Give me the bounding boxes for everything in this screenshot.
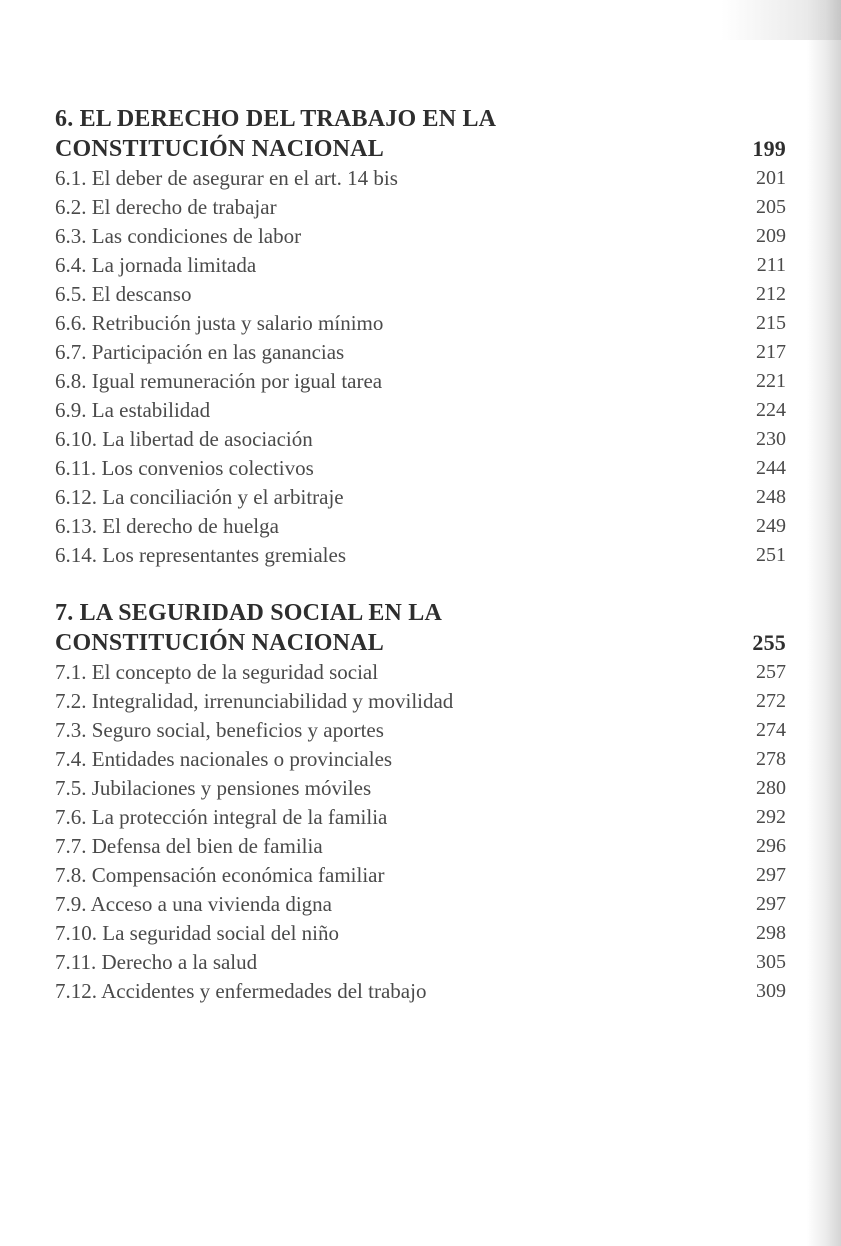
entry-label: 7.1. El concepto de la seguridad social	[55, 660, 379, 684]
toc-entry	[55, 977, 786, 1006]
toc-entry	[55, 193, 786, 222]
entry-page-number: 201	[756, 167, 786, 189]
toc-entry	[55, 745, 786, 774]
toc-entry	[55, 541, 786, 570]
entry-label: 6.5. El descanso	[55, 282, 192, 306]
entry-page-number: 298	[756, 922, 786, 944]
entry-label: 6.8. Igual remuneración por igual tarea	[55, 369, 383, 393]
chapter-title-line-2: CONSTITUCIÓN NACIONAL	[55, 630, 384, 656]
entry-page-number: 257	[756, 661, 786, 683]
chapter-title-line-1: 6. EL DERECHO DEL TRABAJO EN LA	[55, 106, 497, 132]
entry-page-number: 274	[756, 719, 786, 741]
entry-page-number: 209	[756, 225, 786, 247]
toc-entry	[55, 251, 786, 280]
table-of-contents	[55, 104, 786, 1034]
entry-label: 6.3. Las condiciones de labor	[55, 224, 302, 248]
toc-entry	[55, 948, 786, 977]
entry-page-number: 309	[756, 980, 786, 1002]
entry-page-number: 224	[756, 399, 786, 421]
entry-page-number: 251	[756, 544, 786, 566]
entry-label: 6.10. La libertad de asociación	[55, 427, 313, 451]
entry-label: 7.3. Seguro social, beneficios y aportes	[55, 718, 384, 742]
entry-page-number: 296	[756, 835, 786, 857]
entry-page-number: 249	[756, 515, 786, 537]
entry-page-number: 248	[756, 486, 786, 508]
entry-page-number: 230	[756, 428, 786, 450]
entry-page-number: 297	[756, 893, 786, 915]
chapter-6	[55, 104, 786, 570]
entry-label: 7.2. Integralidad, irrenunciabilidad y movilidad	[55, 689, 454, 713]
chapter-title-line-1: 7. LA SEGURIDAD SOCIAL EN LA	[55, 600, 443, 626]
entry-page-number: 205	[756, 196, 786, 218]
entry-page-number: 278	[756, 748, 786, 770]
entry-label: 6.12. La conciliación y el arbitraje	[55, 485, 344, 509]
toc-entry	[55, 309, 786, 338]
toc-entry	[55, 280, 786, 309]
toc-entry	[55, 832, 786, 861]
chapter-title-line-2: CONSTITUCIÓN NACIONAL	[55, 136, 384, 162]
toc-entry	[55, 338, 786, 367]
toc-entry	[55, 803, 786, 832]
chapter-page-number: 199	[752, 136, 786, 161]
entry-label: 6.6. Retribución justa y salario mínimo	[55, 311, 384, 335]
entry-page-number: 244	[756, 457, 786, 479]
page-edge-shadow	[807, 0, 841, 1246]
entry-label: 7.10. La seguridad social del niño	[55, 921, 340, 945]
entry-label: 7.8. Compensación económica familiar	[55, 863, 385, 887]
toc-entry	[55, 890, 786, 919]
toc-entry	[55, 919, 786, 948]
toc-entry	[55, 687, 786, 716]
toc-entry	[55, 367, 786, 396]
entry-page-number: 217	[756, 341, 786, 363]
entry-label: 6.1. El deber de asegurar en el art. 14 bis	[55, 166, 398, 190]
toc-entry	[55, 861, 786, 890]
entry-label: 7.12. Accidentes y enfermedades del trabajo	[55, 979, 427, 1003]
entry-label: 7.6. La protección integral de la familia	[55, 805, 388, 829]
entry-label: 7.4. Entidades nacionales o provinciales	[55, 747, 393, 771]
toc-entry	[55, 483, 786, 512]
entry-label: 6.14. Los representantes gremiales	[55, 543, 346, 567]
toc-entry	[55, 396, 786, 425]
entry-page-number: 305	[756, 951, 786, 973]
chapter-heading	[55, 598, 786, 658]
entry-page-number: 215	[756, 312, 786, 334]
entry-label: 6.7. Participación en las ganancias	[55, 340, 345, 364]
entry-page-number: 221	[756, 370, 786, 392]
chapter-7	[55, 598, 786, 1006]
toc-entry	[55, 716, 786, 745]
toc-entry	[55, 774, 786, 803]
entry-page-number: 280	[756, 777, 786, 799]
entry-page-number: 292	[756, 806, 786, 828]
entry-label: 6.2. El derecho de trabajar	[55, 195, 277, 219]
entry-page-number: 272	[756, 690, 786, 712]
chapter-page-number: 255	[752, 630, 786, 655]
toc-entry	[55, 512, 786, 541]
entry-page-number: 212	[756, 283, 786, 305]
entry-page-number: 211	[756, 254, 786, 276]
entry-label: 7.5. Jubilaciones y pensiones móviles	[55, 776, 372, 800]
chapter-heading	[55, 104, 786, 164]
entry-label: 6.4. La jornada limitada	[55, 253, 257, 277]
entry-label: 6.13. El derecho de huelga	[55, 514, 279, 538]
entry-label: 7.11. Derecho a la salud	[55, 950, 258, 974]
toc-entry	[55, 164, 786, 193]
entry-label: 6.11. Los convenios colectivos	[55, 456, 314, 480]
toc-entry	[55, 658, 786, 687]
entry-page-number: 297	[756, 864, 786, 886]
entry-label: 7.9. Acceso a una vivienda digna	[55, 892, 332, 916]
entry-label: 6.9. La estabilidad	[55, 398, 211, 422]
toc-entry	[55, 222, 786, 251]
toc-entry	[55, 454, 786, 483]
toc-entry	[55, 425, 786, 454]
entry-label: 7.7. Defensa del bien de familia	[55, 834, 323, 858]
